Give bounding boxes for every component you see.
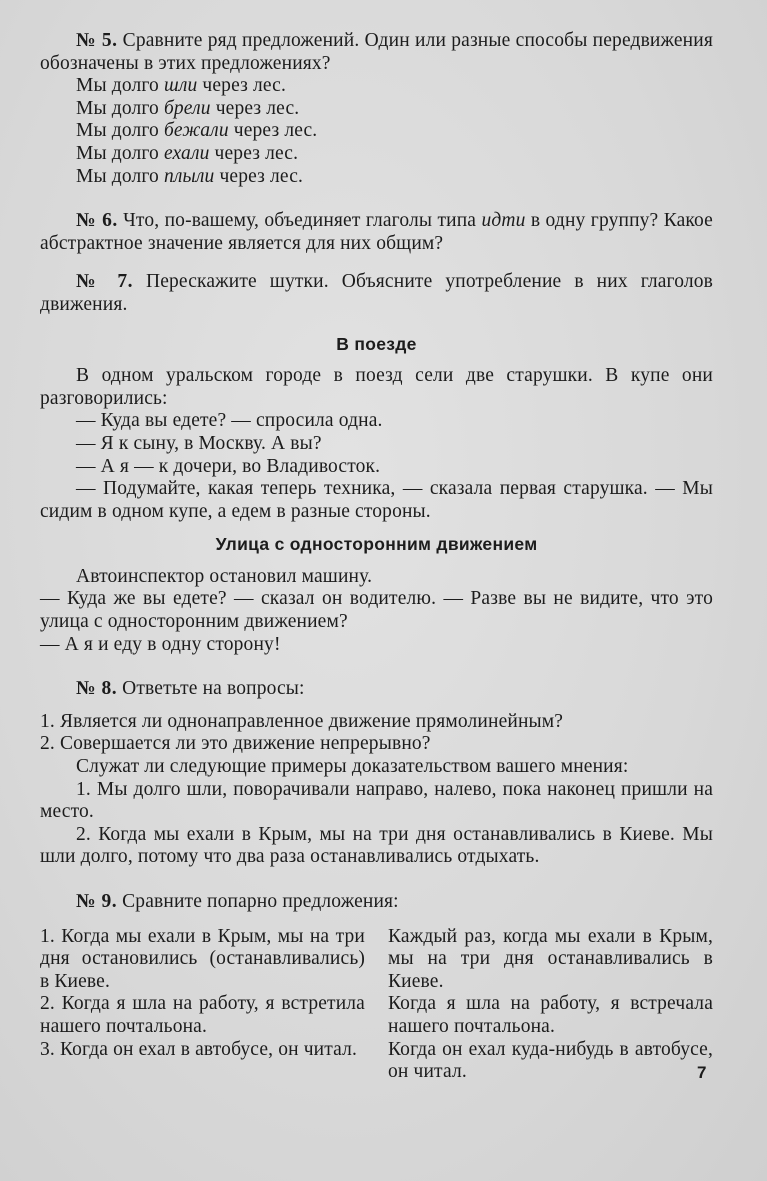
page-body	[40, 30, 713, 1084]
exercise-8-intro: Служат ли следующие примеры доказательством вашего мнения:	[76, 756, 629, 778]
joke-1-line: — Подумайте, какая теперь техника, — сказала первая старушка. — Мы сидим в одном купе, а едем в разные стороны.	[40, 478, 713, 522]
sentence: Мы долго брели через лес.	[76, 97, 300, 119]
left-sentence: 2. Когда я шла на работу, я встретила нашего почтальона.	[40, 993, 365, 1037]
left-column	[40, 926, 365, 1084]
exercise-5-text: Сравните ряд предложений. Один или разные способы передвижения обозначены в этих предложениях?	[40, 30, 713, 74]
exercise-7-question: № 7. Перескажите шутки. Объясните употребление в них глаголов движения.	[40, 271, 713, 315]
left-sentence: 1. Когда мы ехали в Крым, мы на три дня остановились (останавливались) в Киеве.	[40, 925, 365, 992]
exercise-8-item: 2. Совершается ли это движение непрерывно?	[40, 733, 431, 755]
right-column	[388, 926, 713, 1084]
joke-2-title: Улица с односторонним движением	[215, 534, 538, 555]
left-sentence: 3. Когда он ехал в автобусе, он читал.	[40, 1038, 358, 1060]
exercise-8-example: 2. Когда мы ехали в Крым, мы на три дня останавливались в Киеве. Мы шли долго, потому что два раза останавливались отдыхать.	[40, 823, 713, 868]
joke-1-line: В одном уральском городе в поезд сели две старушки. В купе они разговорились:	[40, 365, 713, 409]
sentence: Мы долго плыли через лес.	[76, 165, 304, 187]
right-sentence: Когда я шла на работу, я встречала нашего почтальона.	[388, 993, 713, 1037]
exercise-6-number: № 6.	[76, 210, 118, 232]
exercise-8-item: 1. Является ли однонаправленное движение прямолинейным?	[40, 710, 564, 732]
joke-2-line: — А я и еду в одну сторону!	[40, 633, 281, 655]
joke-2-line: Автоинспектор остановил машину.	[76, 565, 373, 587]
joke-2-line: — Куда же вы едете? — сказал он водителю. — Разве вы не видите, что это улица с односторонним движением?	[40, 588, 713, 633]
right-sentence: Каждый раз, когда мы ехали в Крым, мы на три дня останавливались в Киеве.	[388, 925, 713, 992]
sentence: Мы долго шли через лес.	[76, 75, 287, 97]
exercise-6-question: № 6. Что, по-вашему, объединяет глаголы типа идти в одну группу? Какое абстрактное значение является для них общим?	[40, 210, 713, 254]
sentence: Мы долго ехали через лес.	[76, 142, 299, 164]
joke-1-line: — Куда вы едете? — спросила одна.	[76, 410, 383, 432]
exercise-9-question: № 9. Сравните попарно предложения:	[76, 891, 399, 912]
joke-1-title: В поезде	[336, 333, 417, 354]
page-number: 7	[697, 1063, 707, 1082]
exercise-5-question	[40, 30, 713, 75]
exercise-8-example: 1. Мы долго шли, поворачивали направо, налево, пока наконец пришли на место.	[40, 778, 713, 823]
exercise-8-question: № 8. Ответьте на вопросы:	[76, 678, 305, 700]
exercise-9-number: № 9.	[76, 891, 118, 912]
exercise-7-number: № 7.	[76, 271, 133, 293]
exercise-5-number: № 5.	[76, 30, 118, 51]
exercise-8-number: № 8.	[76, 678, 118, 700]
sentence: Мы долго бежали через лес.	[76, 120, 318, 142]
joke-1-line: — Я к сыну, в Москву. А вы?	[76, 432, 322, 454]
comparison-columns	[40, 926, 713, 1084]
right-sentence: Когда он ехал куда-нибудь в автобусе, он читал.	[388, 1038, 713, 1083]
joke-1-line: — А я — к дочери, во Владивосток.	[76, 455, 381, 477]
